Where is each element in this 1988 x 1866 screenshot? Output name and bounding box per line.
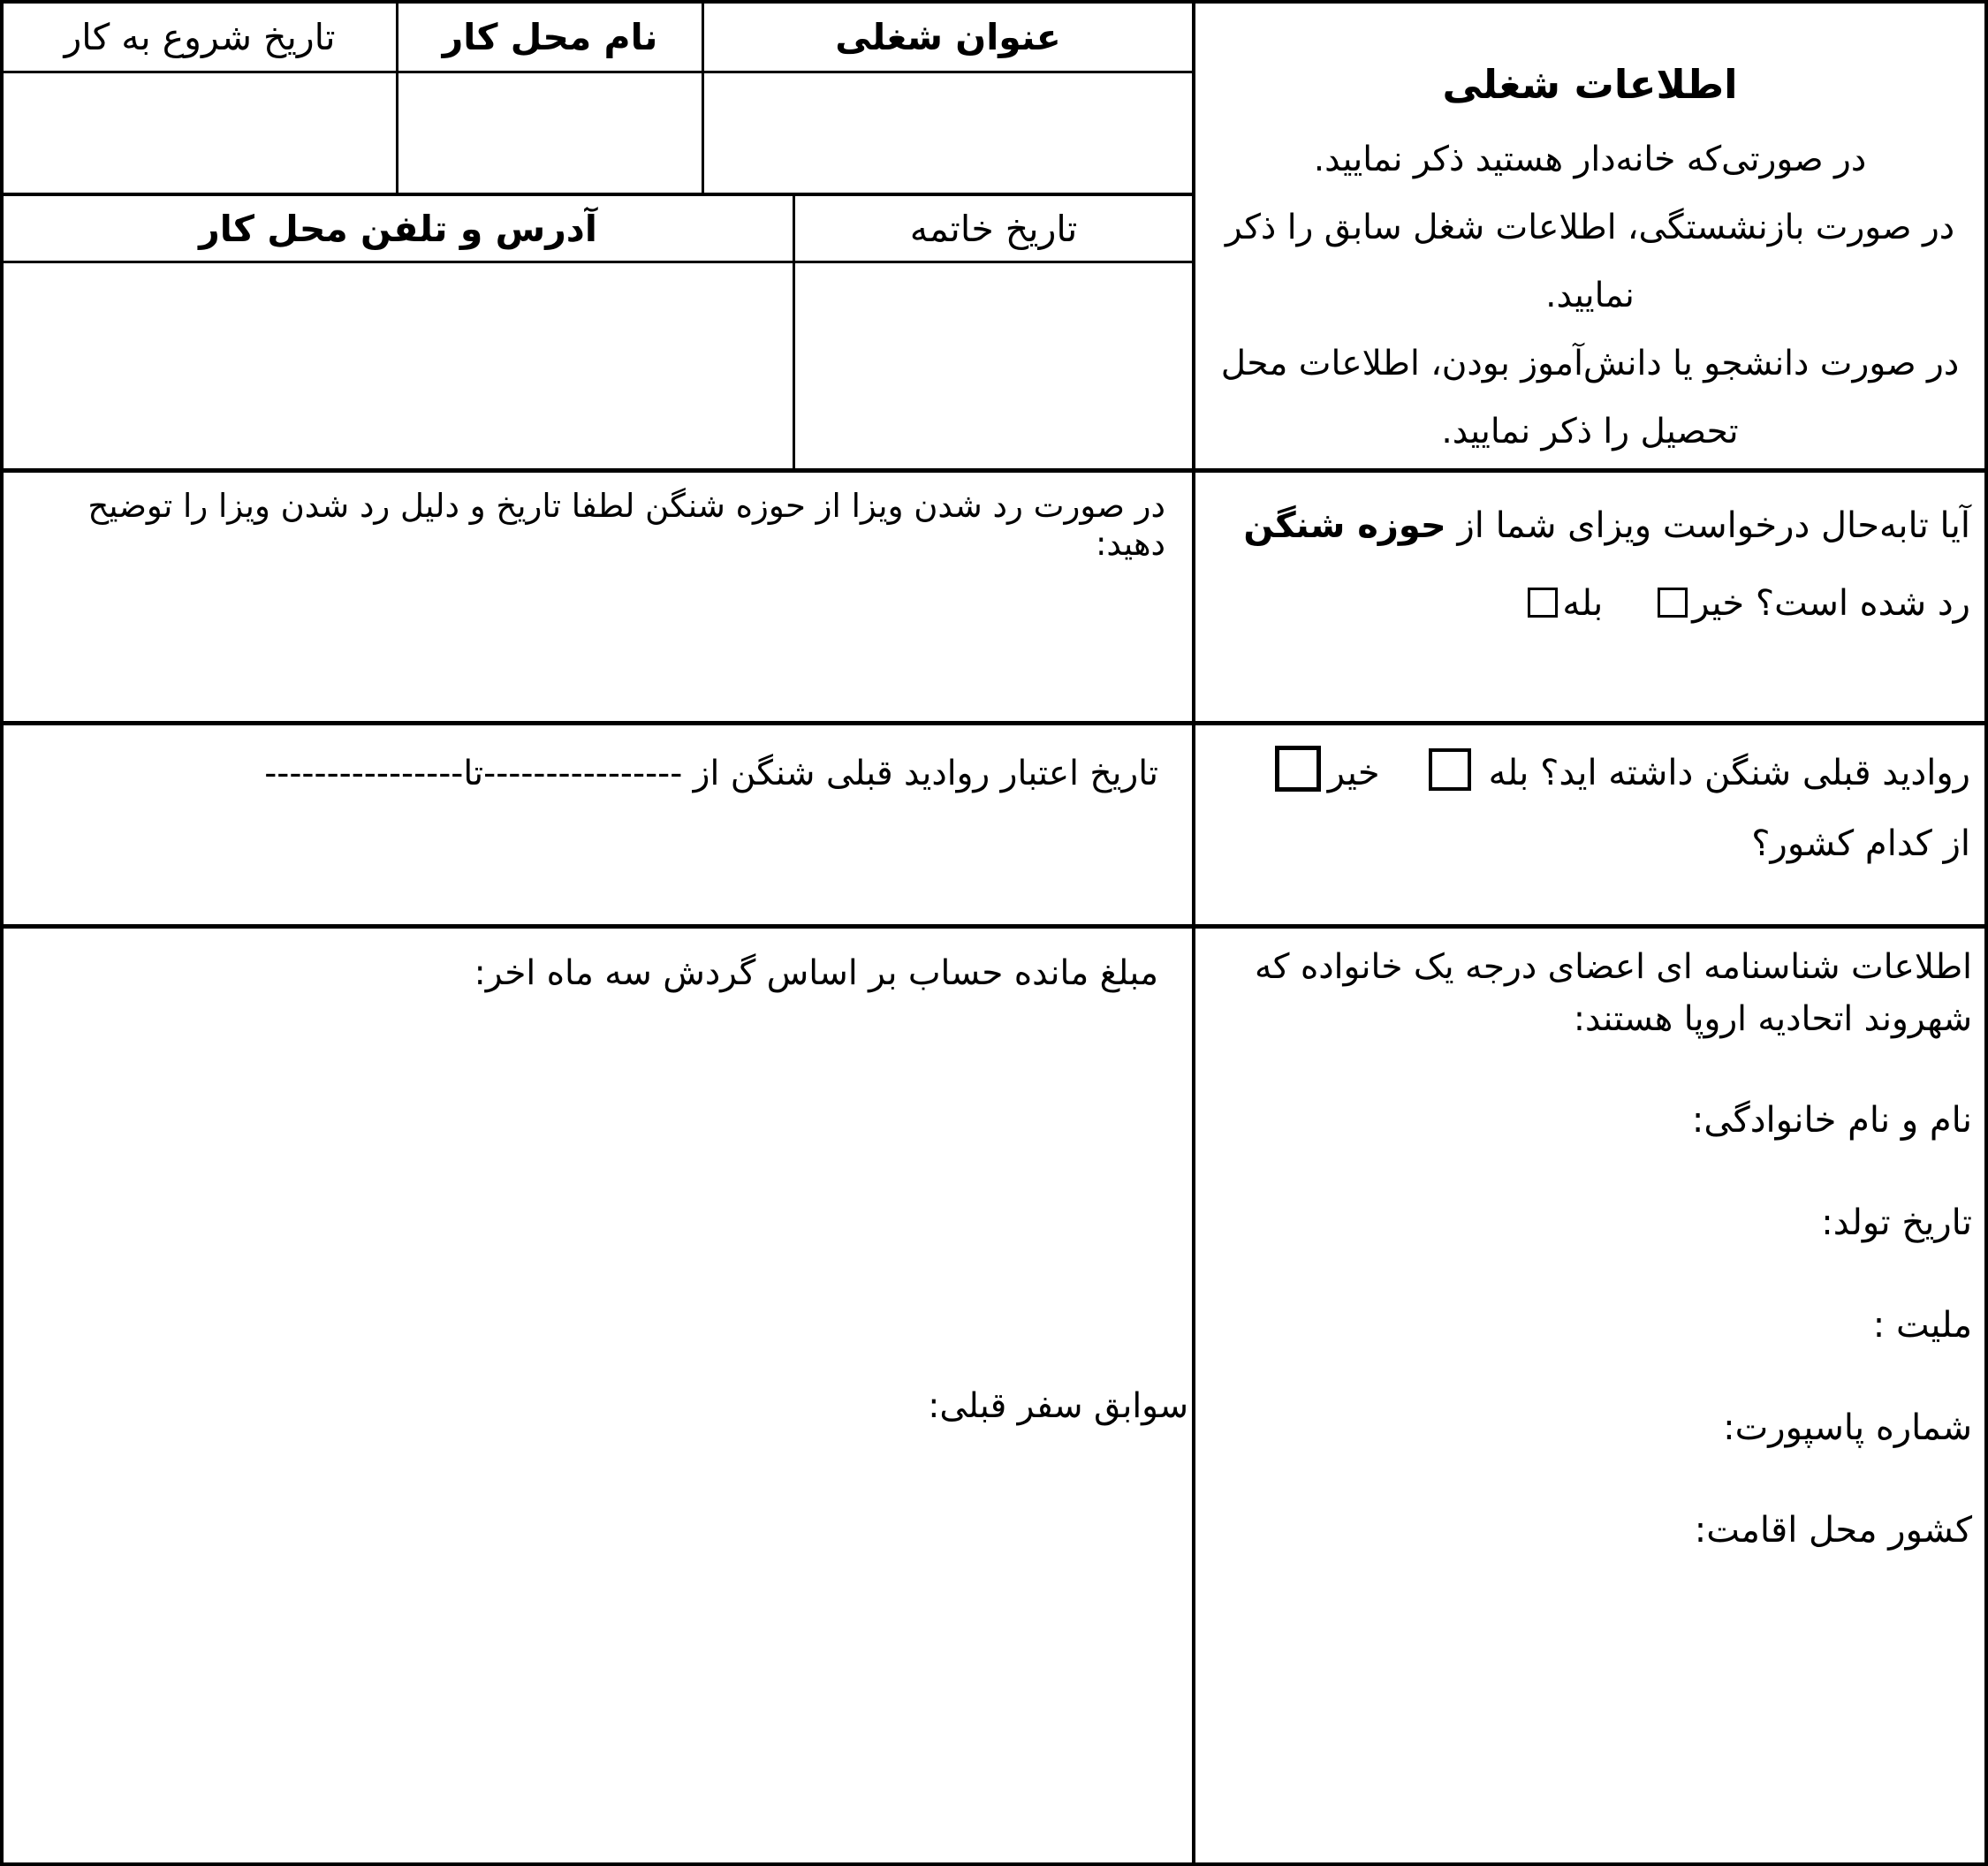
family-nationality-label: ملیت :: [1872, 1305, 1972, 1346]
previous-visa-question-text: روادید قبلی شنگن داشته اید؟ بله: [1488, 753, 1970, 793]
address-phone-header-label: آدرس و تلفن محل کار: [199, 207, 597, 250]
start-date-header-label: تاریخ شروع به کار: [64, 16, 336, 58]
job-info-title: اطلاعات شغلی: [1442, 61, 1738, 108]
job-info-note-retired: در صورت بازنشستگی، اطلاعات شغل سابق را ذکر نمایید.: [1225, 208, 1955, 315]
workplace-name-header-label: نام محل کار: [442, 16, 658, 58]
previous-visa-question-cell: [1195, 725, 1984, 924]
family-passport-number-label: شماره پاسپورت:: [1723, 1407, 1972, 1448]
family-info-panel: [1195, 929, 1984, 1862]
finance-travel-cell[interactable]: [4, 929, 1192, 1862]
schengen-rejection-question-cell: [1195, 473, 1984, 721]
balance-prompt: مبلغ مانده حساب بر اساس گردش سه ماه اخر:: [474, 953, 1158, 993]
job-title-header-label: عنوان شغلی: [835, 16, 1061, 58]
travel-history-prompt: سوابق سفر قبلی:: [928, 1386, 1188, 1426]
visa-validity-cell[interactable]: [4, 725, 1192, 924]
end-date-header-label: تاریخ خاتمه: [909, 207, 1078, 250]
rejection-yes-label: بله: [1562, 583, 1604, 624]
schengen-rejected-no-checkbox[interactable]: [1658, 588, 1688, 618]
rejection-question-text: آیا تابه‌حال درخواست ویزای شما از: [1457, 505, 1970, 546]
previous-visa-country-question: از کدام کشور؟: [1751, 823, 1970, 864]
family-info-intro: اطلاعات شناسنامه ای اعضای درجه یک خانواده که شهروند اتحادیه اروپا هستند:: [1254, 947, 1972, 1039]
job-title-header-cell: [704, 4, 1192, 71]
job-title-field[interactable]: [704, 73, 1192, 193]
workplace-name-header-cell: [398, 4, 702, 71]
schengen-rejected-yes-checkbox[interactable]: [1528, 588, 1558, 618]
family-birth-date-label: تاریخ تولد:: [1821, 1202, 1972, 1243]
start-date-field[interactable]: [4, 73, 396, 193]
rejection-detail-cell[interactable]: [4, 473, 1192, 721]
previous-visa-no-checkbox[interactable]: [1275, 746, 1321, 792]
start-date-header-cell: [4, 4, 396, 71]
rejection-question-text-2: رد شده است؟ خیر: [1692, 583, 1970, 624]
rejection-detail-prompt: در صورت رد شدن ویزا از حوزه شنگن لطفا تاریخ و دلیل رد شدن ویزا را توضیح دهید:: [87, 487, 1165, 563]
family-residence-country-label: کشور محل اقامت:: [1694, 1510, 1972, 1551]
previous-visa-yes-checkbox[interactable]: [1429, 748, 1471, 791]
job-info-note-student: در صورت دانشجو یا دانش‌آموز بودن، اطلاعات محل تحصیل را ذکر نمایید.: [1220, 344, 1960, 451]
job-info-panel: [1195, 4, 1984, 468]
job-info-note-housewife: در صورتی‌که خانه‌دار هستید ذکر نمایید.: [1313, 140, 1867, 179]
end-date-field[interactable]: [795, 263, 1192, 468]
visa-validity-line: تاریخ اعتبار روادید قبلی شنگن از ----------------تا----------------: [264, 754, 1158, 793]
previous-visa-no-label: خیر: [1327, 753, 1380, 793]
workplace-name-field[interactable]: [398, 73, 702, 193]
rejection-question-bold-text: حوزه شنگن: [1243, 505, 1446, 546]
address-phone-field[interactable]: [4, 263, 793, 468]
address-phone-header-cell: [4, 196, 793, 261]
family-full-name-label: نام و نام خانوادگی:: [1691, 1100, 1972, 1141]
end-date-header-cell: [795, 196, 1192, 261]
